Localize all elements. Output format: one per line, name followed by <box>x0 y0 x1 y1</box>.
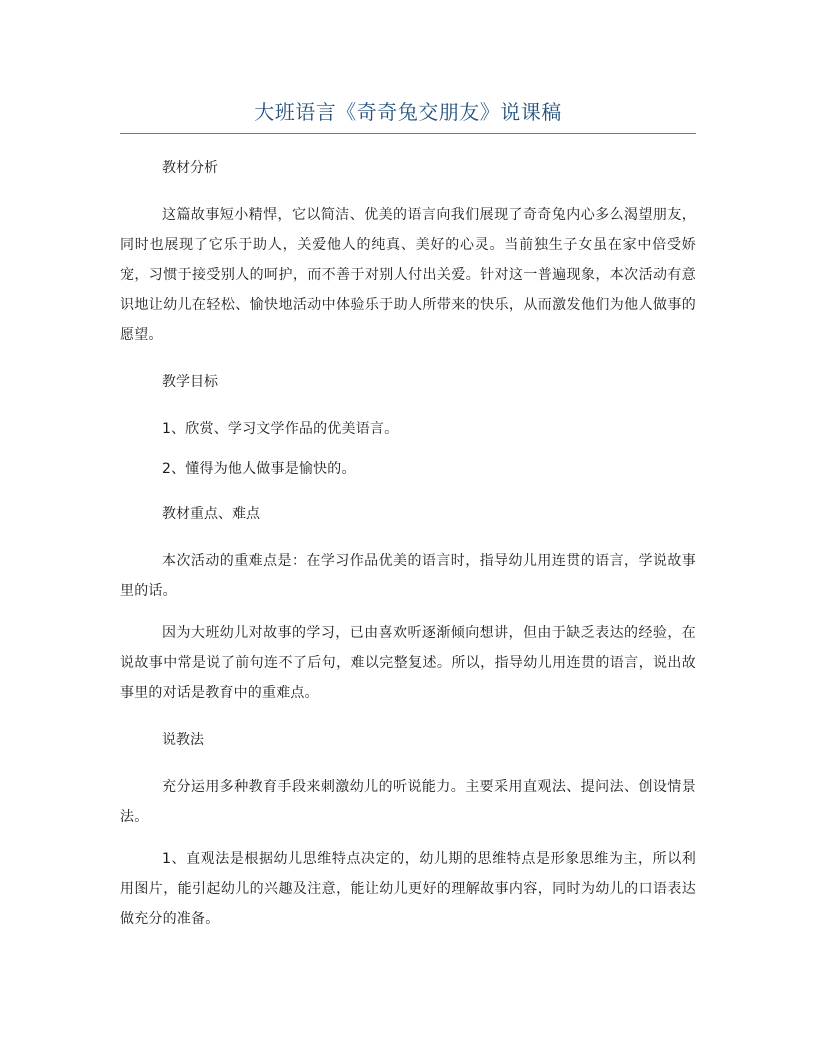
goal-item: 1、欣赏、学习文学作品的优美语言。 <box>162 421 399 437</box>
paragraph: 因为大班幼儿对故事的学习，已由喜欢听逐渐倾向想讲，但由于缺乏表达的经验，在说故事中常是说了前句连不了后句，难以完整复述。所以，指导幼儿用连贯的语言，说出故事里的对话是教育中的重难点。 <box>120 625 696 701</box>
paragraph: 充分运用多种教育手段来刺激幼儿的听说能力。主要采用直观法、提问法、创设情景法。 <box>120 779 696 825</box>
paragraph: 1、直观法是根据幼儿思维特点决定的，幼儿期的思维特点是形象思维为主，所以利用图片，能引起幼儿的兴趣及注意，能让幼儿更好的理解故事内容，同时为幼儿的口语表达做充分的准备。 <box>120 851 696 927</box>
section-heading-materials-analysis: 教材分析 <box>162 160 218 176</box>
paragraph: 这篇故事短小精悍，它以简洁、优美的语言向我们展现了奇奇兔内心多么渴望朋友，同时也展现了它乐于助人，关爱他人的纯真、美好的心灵。当前独生子女虽在家中倍受娇宠，习惯于接受别人的呵护，而不善于对别人付出关爱。针对这一普遍现象，本次活动有意识地让幼儿在轻松、愉快地活动中体验乐于助人所带来的快乐，从而激发他们为他人做事的愿望。 <box>120 207 696 343</box>
paragraph: 本次活动的重难点是：在学习作品优美的语言时，指导幼儿用连贯的语言，学说故事里的话。 <box>120 553 696 599</box>
document-body <box>120 148 696 946</box>
title-divider <box>120 133 696 134</box>
section-heading-teaching-methods: 说教法 <box>162 732 204 748</box>
section-heading-teaching-goals: 教学目标 <box>162 374 218 390</box>
goal-item: 2、懂得为他人做事是愉快的。 <box>162 461 356 477</box>
page-title: 大班语言《奇奇兔交朋友》说课稿 <box>254 100 562 124</box>
section-heading-key-points: 教材重点、难点 <box>162 506 260 522</box>
